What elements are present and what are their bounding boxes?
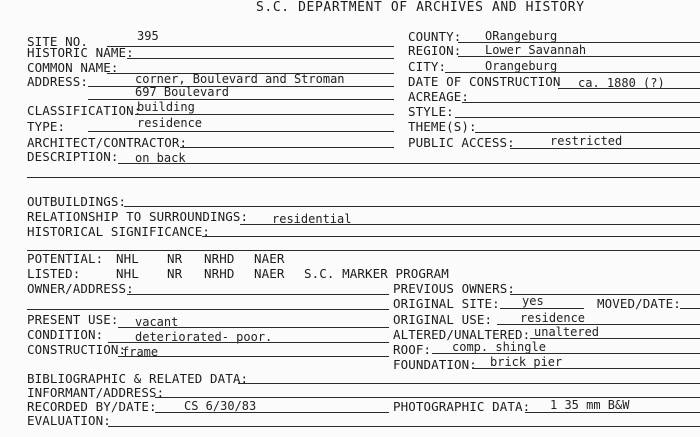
roof-label: ROOF: <box>393 342 432 357</box>
listed-label: LISTED: <box>27 266 81 281</box>
classification-label: CLASSIFICATION: <box>27 103 142 118</box>
altered-label: ALTERED/UNALTERED: <box>393 327 531 342</box>
address-line-2 <box>88 99 394 100</box>
address-label: ADDRESS: <box>27 74 89 89</box>
potential-nhl[interactable]: NHL <box>116 251 139 266</box>
recorded-by-value: CS 6/30/83 <box>184 399 257 413</box>
owner-address-line <box>127 294 389 295</box>
construction-line <box>118 356 389 357</box>
site-no-value: 395 <box>137 29 159 43</box>
city-line <box>445 72 700 73</box>
recorded-by-line <box>155 412 389 413</box>
date-construction-value: ca. 1880 (?) <box>578 76 665 90</box>
themes-label: THEME(S): <box>408 119 477 134</box>
public-access-value: restricted <box>550 134 623 148</box>
relationship-value: residential <box>272 212 352 226</box>
owner-address-label: OWNER/ADDRESS: <box>27 281 134 296</box>
altered-value: unaltered <box>534 325 600 339</box>
photographic-data-value: 1 35 mm B&W <box>550 398 630 412</box>
evaluation-label: EVALUATION: <box>27 413 111 428</box>
relationship-label: RELATIONSHIP TO SURROUNDINGS: <box>27 209 249 224</box>
original-use-value: residence <box>520 311 586 325</box>
address-value-line1: corner, Boulevard and Stroman <box>135 72 345 86</box>
description-line-2 <box>27 177 700 178</box>
original-site-value: yes <box>522 294 544 308</box>
listed-naer[interactable]: NAER <box>254 266 285 281</box>
condition-label: CONDITION: <box>27 327 104 342</box>
condition-line <box>108 342 389 343</box>
bibliographic-label: BIBLIOGRAPHIC & RELATED DATA: <box>27 371 249 386</box>
listed-sc-marker[interactable]: S.C. MARKER PROGRAM <box>304 266 449 281</box>
moved-date-label: MOVED/DATE: <box>597 296 681 311</box>
recorded-by-label: RECORDED BY/DATE: <box>27 399 157 414</box>
outbuildings-line <box>124 206 700 207</box>
acreage-label: ACREAGE: <box>408 89 470 104</box>
architect-label: ARCHITECT/CONTRACTOR: <box>27 135 188 150</box>
region-value: Lower Savannah <box>485 43 587 57</box>
evaluation-line <box>108 426 700 427</box>
region-line <box>458 56 700 57</box>
historic-name-label: HISTORIC NAME: <box>27 45 134 60</box>
original-use-label: ORIGINAL USE: <box>393 312 493 327</box>
potential-nr[interactable]: NR <box>167 251 183 266</box>
photographic-data-label: PHOTOGRAPHIC DATA: <box>393 399 531 414</box>
present-use-label: PRESENT USE: <box>27 312 119 327</box>
potential-label: POTENTIAL: <box>27 251 104 266</box>
region-label: REGION: <box>408 43 462 58</box>
common-name-label: COMMON NAME: <box>27 60 119 75</box>
previous-owners-label: PREVIOUS OWNERS: <box>393 281 516 296</box>
historic-name-line <box>127 58 394 59</box>
county-value: ORangeburg <box>485 29 558 43</box>
address-line-1 <box>88 86 394 87</box>
listed-nr[interactable]: NR <box>167 266 183 281</box>
type-line <box>88 131 394 132</box>
foundation-line <box>472 368 700 369</box>
original-site-line <box>500 308 584 309</box>
construction-label: CONSTRUCTION: <box>27 342 127 357</box>
relationship-line <box>240 224 700 225</box>
potential-naer[interactable]: NAER <box>254 251 285 266</box>
bibliographic-line <box>238 383 700 384</box>
date-construction-label: DATE OF CONSTRUCTION <box>408 74 561 89</box>
condition-value: deteriorated- poor. <box>135 330 273 344</box>
site-no-label: SITE NO. <box>27 34 89 49</box>
date-construction-line <box>558 88 700 89</box>
description-line-1 <box>118 163 700 164</box>
site-no-line <box>107 46 394 47</box>
informant-label: INFORMANT/ADDRESS: <box>27 385 165 400</box>
style-label: STYLE: <box>408 104 454 119</box>
construction-value: frame <box>122 345 159 359</box>
type-label: TYPE: <box>27 119 66 134</box>
classification-line <box>135 114 394 115</box>
type-value: residence <box>137 116 203 130</box>
county-label: COUNTY: <box>408 29 462 44</box>
owner-address-line-2 <box>27 309 389 310</box>
moved-date-line <box>680 308 700 309</box>
classification-value: building <box>137 100 195 114</box>
architect-line <box>180 147 394 148</box>
photographic-data-line <box>525 412 700 413</box>
outbuildings-label: OUTBUILDINGS: <box>27 194 127 209</box>
city-label: CITY: <box>408 59 447 74</box>
description-label: DESCRIPTION: <box>27 149 119 164</box>
city-value: Orangeburg <box>485 59 558 73</box>
description-value: on back <box>135 151 186 165</box>
historical-significance-label: HISTORICAL SIGNIFICANCE: <box>27 224 211 239</box>
present-use-value: vacant <box>135 315 179 329</box>
potential-nrhd[interactable]: NRHD <box>204 251 235 266</box>
address-value-line2: 697 Boulevard <box>135 85 229 99</box>
listed-nhl[interactable]: NHL <box>116 266 139 281</box>
public-access-line <box>510 148 700 149</box>
public-access-label: PUBLIC ACCESS: <box>408 135 515 150</box>
original-site-label: ORIGINAL SITE: <box>393 296 500 311</box>
foundation-value: brick pier <box>490 355 563 369</box>
foundation-label: FOUNDATION: <box>393 357 477 372</box>
present-use-line <box>118 327 389 328</box>
roof-value: comp. shingle <box>452 340 546 354</box>
style-line <box>455 117 700 118</box>
themes-line <box>475 132 700 133</box>
acreage-line <box>462 102 700 103</box>
roof-line <box>432 353 700 354</box>
listed-nrhd[interactable]: NRHD <box>204 266 235 281</box>
historical-significance-line <box>202 236 700 237</box>
form-title: S.C. DEPARTMENT OF ARCHIVES AND HISTORY <box>256 0 585 15</box>
altered-line <box>530 338 700 339</box>
